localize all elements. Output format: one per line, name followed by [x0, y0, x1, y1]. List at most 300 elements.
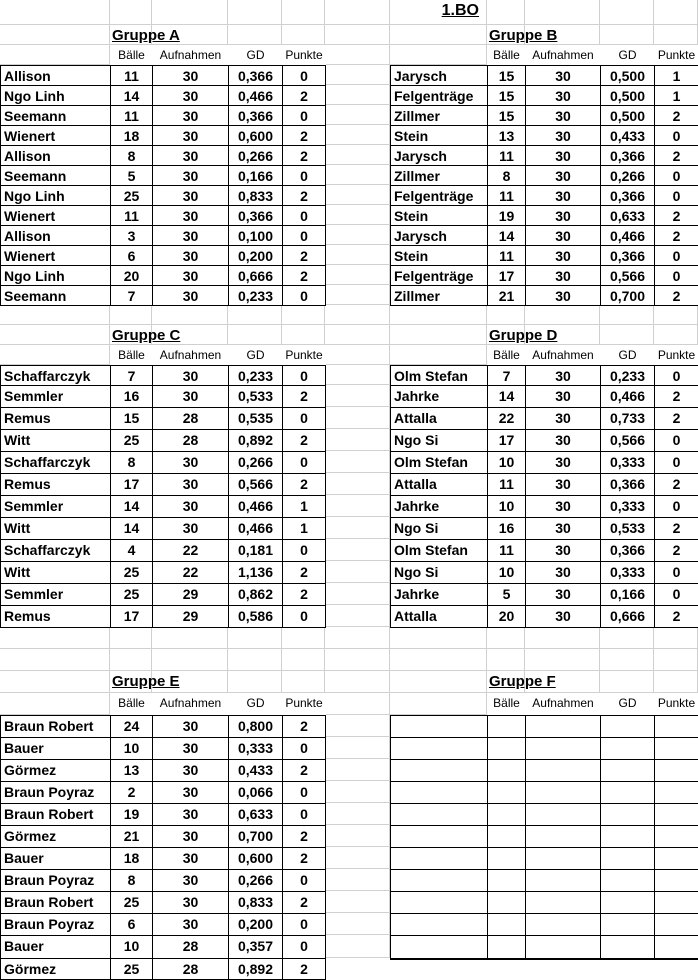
score-cell[interactable] — [487, 737, 526, 760]
score-cell[interactable]: 7 — [110, 285, 153, 306]
score-cell[interactable]: 30 — [152, 781, 229, 804]
player-name-cell[interactable]: Schaffarczyk — [0, 451, 111, 474]
player-name-cell[interactable]: Remus — [0, 605, 111, 628]
score-cell[interactable]: 0,700 — [228, 825, 283, 848]
score-cell[interactable]: 7 — [487, 365, 526, 386]
score-cell[interactable] — [654, 715, 698, 738]
grid-cell[interactable] — [390, 25, 487, 45]
grid-cell[interactable] — [152, 649, 228, 671]
player-name-cell[interactable]: Semmler — [0, 495, 111, 518]
gruppe-c-header-3[interactable]: GD — [228, 345, 283, 366]
grid-cell[interactable] — [282, 0, 325, 25]
player-name-cell[interactable] — [390, 737, 488, 760]
player-name-cell[interactable]: Allison — [0, 145, 111, 166]
score-cell[interactable]: 30 — [152, 825, 229, 848]
score-cell[interactable]: 10 — [487, 451, 526, 474]
score-cell[interactable]: 0 — [282, 737, 326, 760]
grid-cell[interactable] — [0, 25, 110, 45]
score-cell[interactable]: 0,892 — [228, 958, 283, 980]
score-cell[interactable]: 25 — [110, 891, 153, 914]
grid-cell[interactable] — [325, 25, 390, 45]
score-cell[interactable]: 6 — [110, 913, 153, 936]
score-cell[interactable]: 0,833 — [228, 185, 283, 206]
score-cell[interactable] — [525, 935, 601, 959]
player-name-cell[interactable]: Semmler — [0, 583, 111, 606]
score-cell[interactable]: 15 — [487, 85, 526, 106]
score-cell[interactable]: 5 — [110, 165, 153, 186]
score-cell[interactable]: 17 — [110, 605, 153, 628]
score-cell[interactable]: 8 — [110, 451, 153, 474]
score-cell[interactable]: 30 — [525, 165, 601, 186]
score-cell[interactable]: 0,266 — [228, 145, 283, 166]
score-cell[interactable]: 30 — [152, 285, 229, 306]
grid-cell[interactable] — [325, 693, 390, 715]
score-cell[interactable]: 2 — [654, 105, 698, 126]
grid-cell[interactable] — [325, 265, 390, 285]
score-cell[interactable] — [654, 935, 698, 959]
grid-cell[interactable] — [0, 693, 110, 715]
score-cell[interactable]: 2 — [282, 715, 326, 738]
grid-cell[interactable] — [110, 649, 152, 671]
score-cell[interactable]: 0,433 — [600, 125, 655, 146]
score-cell[interactable]: 0,333 — [600, 495, 655, 518]
player-name-cell[interactable]: Seemann — [0, 105, 111, 126]
score-cell[interactable]: 2 — [282, 265, 326, 286]
player-name-cell[interactable]: Seemann — [0, 285, 111, 306]
grid-cell[interactable] — [325, 85, 390, 105]
score-cell[interactable]: 10 — [110, 737, 153, 760]
score-cell[interactable]: 0,181 — [228, 539, 283, 562]
score-cell[interactable]: 2 — [654, 605, 698, 628]
score-cell[interactable]: 29 — [152, 583, 229, 606]
score-cell[interactable]: 25 — [110, 958, 153, 980]
gruppe-e-title[interactable]: Gruppe E — [112, 673, 180, 690]
score-cell[interactable]: 0,266 — [228, 451, 283, 474]
score-cell[interactable]: 0,433 — [228, 759, 283, 782]
score-cell[interactable]: 10 — [487, 495, 526, 518]
score-cell[interactable]: 0 — [282, 869, 326, 892]
player-name-cell[interactable]: Bauer — [0, 935, 111, 959]
grid-cell[interactable] — [325, 517, 390, 539]
score-cell[interactable]: 15 — [487, 65, 526, 86]
score-cell[interactable]: 0 — [282, 803, 326, 826]
score-cell[interactable]: 0,466 — [600, 385, 655, 408]
grid-cell[interactable] — [487, 305, 525, 325]
grid-cell[interactable] — [325, 781, 390, 803]
grid-cell[interactable] — [325, 345, 390, 365]
gruppe-d-title[interactable]: Gruppe D — [489, 327, 558, 344]
score-cell[interactable] — [600, 958, 655, 960]
grid-cell[interactable] — [325, 429, 390, 451]
score-cell[interactable] — [600, 715, 655, 738]
grid-cell[interactable] — [654, 305, 698, 325]
score-cell[interactable]: 28 — [152, 429, 229, 452]
player-name-cell[interactable] — [390, 781, 488, 804]
player-name-cell[interactable]: Attalla — [390, 473, 488, 496]
grid-cell[interactable] — [390, 305, 487, 325]
score-cell[interactable]: 21 — [487, 285, 526, 306]
score-cell[interactable]: 0 — [282, 65, 326, 86]
score-cell[interactable]: 2 — [282, 85, 326, 106]
grid-cell[interactable] — [325, 385, 390, 407]
gruppe-b-title[interactable]: Gruppe B — [489, 27, 558, 44]
score-cell[interactable] — [487, 759, 526, 782]
score-cell[interactable]: 0,466 — [600, 225, 655, 246]
gruppe-f-header-3[interactable]: GD — [600, 693, 655, 716]
score-cell[interactable]: 2 — [654, 205, 698, 226]
player-name-cell[interactable]: Ngo Linh — [0, 185, 111, 206]
score-cell[interactable]: 2 — [654, 539, 698, 562]
grid-cell[interactable] — [228, 25, 282, 45]
score-cell[interactable] — [487, 935, 526, 959]
score-cell[interactable]: 2 — [282, 847, 326, 870]
score-cell[interactable]: 1 — [282, 517, 326, 540]
score-cell[interactable]: 0,466 — [228, 85, 283, 106]
score-cell[interactable]: 30 — [152, 205, 229, 226]
player-name-cell[interactable]: Stein — [390, 245, 488, 266]
grid-cell[interactable] — [325, 305, 390, 325]
score-cell[interactable]: 2 — [282, 429, 326, 452]
score-cell[interactable]: 0 — [654, 561, 698, 584]
grid-cell[interactable] — [282, 325, 325, 345]
gruppe-a-header-4[interactable]: Punkte — [282, 45, 326, 66]
player-name-cell[interactable]: Olm Stefan — [390, 365, 488, 386]
player-name-cell[interactable]: Witt — [0, 429, 111, 452]
grid-cell[interactable] — [525, 649, 600, 671]
player-name-cell[interactable]: Braun Poyraz — [0, 913, 111, 936]
score-cell[interactable]: 0,233 — [228, 285, 283, 306]
score-cell[interactable]: 14 — [110, 85, 153, 106]
grid-cell[interactable] — [325, 561, 390, 583]
grid-cell[interactable] — [325, 649, 390, 671]
score-cell[interactable]: 0,333 — [600, 451, 655, 474]
score-cell[interactable]: 2 — [282, 583, 326, 606]
score-cell[interactable]: 2 — [654, 285, 698, 306]
player-name-cell[interactable]: Braun Robert — [0, 715, 111, 738]
gruppe-e-header-3[interactable]: GD — [228, 693, 283, 716]
grid-cell[interactable] — [325, 495, 390, 517]
player-name-cell[interactable]: Stein — [390, 205, 488, 226]
player-name-cell[interactable]: Ngo Linh — [0, 265, 111, 286]
score-cell[interactable]: 11 — [487, 473, 526, 496]
player-name-cell[interactable]: Wienert — [0, 205, 111, 226]
grid-cell[interactable] — [600, 627, 654, 649]
player-name-cell[interactable] — [390, 715, 488, 738]
player-name-cell[interactable] — [390, 847, 488, 870]
grid-cell[interactable] — [325, 105, 390, 125]
score-cell[interactable]: 30 — [525, 205, 601, 226]
player-name-cell[interactable]: Attalla — [390, 605, 488, 628]
score-cell[interactable] — [654, 891, 698, 914]
score-cell[interactable]: 30 — [152, 847, 229, 870]
player-name-cell[interactable]: Jahrke — [390, 385, 488, 408]
score-cell[interactable]: 0 — [282, 935, 326, 959]
player-name-cell[interactable]: Stein — [390, 125, 488, 146]
score-cell[interactable]: 0 — [282, 407, 326, 430]
player-name-cell[interactable]: Seemann — [0, 165, 111, 186]
score-cell[interactable] — [487, 913, 526, 936]
gruppe-a-header-3[interactable]: GD — [228, 45, 283, 66]
player-name-cell[interactable]: Wienert — [0, 125, 111, 146]
grid-cell[interactable] — [654, 671, 698, 693]
grid-cell[interactable] — [390, 671, 487, 693]
score-cell[interactable] — [654, 847, 698, 870]
gruppe-f-header-1[interactable]: Bälle — [487, 693, 526, 716]
score-cell[interactable]: 0 — [654, 495, 698, 518]
score-cell[interactable]: 0 — [282, 781, 326, 804]
score-cell[interactable] — [600, 847, 655, 870]
score-cell[interactable]: 25 — [110, 185, 153, 206]
grid-cell[interactable] — [282, 25, 325, 45]
score-cell[interactable]: 18 — [110, 847, 153, 870]
grid-cell[interactable] — [600, 649, 654, 671]
gruppe-b-header-2[interactable]: Aufnahmen — [525, 45, 601, 66]
score-cell[interactable]: 4 — [110, 539, 153, 562]
grid-cell[interactable] — [325, 737, 390, 759]
score-cell[interactable]: 3 — [110, 225, 153, 246]
score-cell[interactable]: 8 — [110, 869, 153, 892]
score-cell[interactable]: 0,633 — [228, 803, 283, 826]
score-cell[interactable] — [654, 759, 698, 782]
score-cell[interactable]: 30 — [152, 451, 229, 474]
score-cell[interactable]: 25 — [110, 583, 153, 606]
score-cell[interactable] — [600, 913, 655, 936]
score-cell[interactable]: 0 — [282, 225, 326, 246]
score-cell[interactable]: 0 — [654, 583, 698, 606]
player-name-cell[interactable]: Attalla — [390, 407, 488, 430]
player-name-cell[interactable]: Ngo Si — [390, 561, 488, 584]
score-cell[interactable]: 30 — [152, 803, 229, 826]
score-cell[interactable] — [654, 781, 698, 804]
score-cell[interactable]: 0 — [282, 105, 326, 126]
grid-cell[interactable] — [0, 345, 110, 365]
score-cell[interactable] — [487, 958, 526, 960]
player-name-cell[interactable]: Olm Stefan — [390, 539, 488, 562]
grid-cell[interactable] — [600, 325, 654, 345]
grid-cell[interactable] — [110, 0, 152, 25]
grid-cell[interactable] — [325, 407, 390, 429]
grid-cell[interactable] — [152, 0, 228, 25]
score-cell[interactable] — [654, 869, 698, 892]
player-name-cell[interactable]: Witt — [0, 561, 111, 584]
score-cell[interactable]: 0 — [282, 205, 326, 226]
score-cell[interactable] — [525, 913, 601, 936]
score-cell[interactable] — [525, 715, 601, 738]
score-cell[interactable]: 2 — [282, 473, 326, 496]
score-cell[interactable]: 30 — [525, 561, 601, 584]
player-name-cell[interactable]: Braun Robert — [0, 803, 111, 826]
grid-cell[interactable] — [110, 627, 152, 649]
score-cell[interactable]: 0,333 — [228, 737, 283, 760]
score-cell[interactable]: 2 — [282, 125, 326, 146]
score-cell[interactable]: 11 — [110, 205, 153, 226]
score-cell[interactable]: 5 — [487, 583, 526, 606]
score-cell[interactable]: 0,800 — [228, 715, 283, 738]
score-cell[interactable]: 0,366 — [600, 145, 655, 166]
gruppe-c-header-2[interactable]: Aufnahmen — [152, 345, 229, 366]
score-cell[interactable]: 0 — [654, 365, 698, 386]
player-name-cell[interactable]: Görmez — [0, 958, 111, 980]
player-name-cell[interactable] — [390, 825, 488, 848]
score-cell[interactable]: 0,166 — [600, 583, 655, 606]
score-cell[interactable] — [487, 869, 526, 892]
score-cell[interactable] — [600, 891, 655, 914]
score-cell[interactable] — [654, 913, 698, 936]
score-cell[interactable]: 11 — [487, 145, 526, 166]
player-name-cell[interactable]: Zillmer — [390, 165, 488, 186]
score-cell[interactable]: 0 — [282, 285, 326, 306]
score-cell[interactable]: 30 — [525, 451, 601, 474]
score-cell[interactable]: 22 — [152, 561, 229, 584]
score-cell[interactable]: 10 — [110, 935, 153, 959]
grid-cell[interactable] — [228, 671, 282, 693]
grid-cell[interactable] — [282, 671, 325, 693]
grid-cell[interactable] — [152, 305, 228, 325]
score-cell[interactable]: 14 — [110, 517, 153, 540]
player-name-cell[interactable]: Jarysch — [390, 225, 488, 246]
score-cell[interactable]: 29 — [152, 605, 229, 628]
player-name-cell[interactable] — [390, 935, 488, 959]
score-cell[interactable]: 30 — [525, 185, 601, 206]
score-cell[interactable] — [600, 781, 655, 804]
grid-cell[interactable] — [228, 305, 282, 325]
grid-cell[interactable] — [0, 325, 110, 345]
score-cell[interactable]: 0,266 — [228, 869, 283, 892]
score-cell[interactable]: 0 — [282, 451, 326, 474]
score-cell[interactable]: 2 — [282, 185, 326, 206]
grid-cell[interactable] — [325, 165, 390, 185]
score-cell[interactable]: 2 — [654, 517, 698, 540]
score-cell[interactable] — [525, 958, 601, 960]
score-cell[interactable]: 0 — [282, 365, 326, 386]
score-cell[interactable]: 2 — [282, 759, 326, 782]
grid-cell[interactable] — [0, 671, 110, 693]
score-cell[interactable]: 30 — [152, 265, 229, 286]
score-cell[interactable] — [600, 737, 655, 760]
grid-cell[interactable] — [325, 65, 390, 85]
player-name-cell[interactable]: Zillmer — [390, 285, 488, 306]
score-cell[interactable]: 14 — [487, 225, 526, 246]
score-cell[interactable] — [487, 715, 526, 738]
score-cell[interactable]: 30 — [152, 65, 229, 86]
score-cell[interactable]: 11 — [110, 65, 153, 86]
player-name-cell[interactable]: Ngo Linh — [0, 85, 111, 106]
score-cell[interactable]: 30 — [152, 891, 229, 914]
score-cell[interactable]: 28 — [152, 935, 229, 959]
score-cell[interactable]: 30 — [525, 225, 601, 246]
score-cell[interactable]: 30 — [525, 407, 601, 430]
grid-cell[interactable] — [487, 0, 525, 25]
score-cell[interactable]: 0,200 — [228, 913, 283, 936]
grid-cell[interactable] — [228, 627, 282, 649]
sheet-title[interactable]: 1.BO — [441, 2, 479, 19]
gruppe-c-header-4[interactable]: Punkte — [282, 345, 326, 366]
player-name-cell[interactable]: Görmez — [0, 759, 111, 782]
score-cell[interactable]: 2 — [654, 407, 698, 430]
score-cell[interactable]: 30 — [152, 385, 229, 408]
score-cell[interactable]: 28 — [152, 958, 229, 980]
score-cell[interactable] — [600, 759, 655, 782]
score-cell[interactable]: 30 — [525, 429, 601, 452]
grid-cell[interactable] — [487, 627, 525, 649]
score-cell[interactable]: 30 — [152, 185, 229, 206]
score-cell[interactable]: 0 — [654, 245, 698, 266]
player-name-cell[interactable]: Semmler — [0, 385, 111, 408]
score-cell[interactable]: 30 — [525, 517, 601, 540]
grid-cell[interactable] — [325, 605, 390, 627]
score-cell[interactable]: 30 — [152, 125, 229, 146]
score-cell[interactable]: 30 — [152, 495, 229, 518]
score-cell[interactable]: 0,586 — [228, 605, 283, 628]
score-cell[interactable]: 0,833 — [228, 891, 283, 914]
score-cell[interactable] — [525, 825, 601, 848]
score-cell[interactable] — [487, 803, 526, 826]
score-cell[interactable]: 0 — [282, 605, 326, 628]
score-cell[interactable]: 30 — [525, 539, 601, 562]
player-name-cell[interactable] — [390, 913, 488, 936]
score-cell[interactable]: 1 — [654, 85, 698, 106]
score-cell[interactable]: 30 — [525, 365, 601, 386]
gruppe-f-header-4[interactable]: Punkte — [654, 693, 698, 716]
score-cell[interactable]: 0,892 — [228, 429, 283, 452]
score-cell[interactable]: 2 — [282, 825, 326, 848]
score-cell[interactable]: 30 — [525, 473, 601, 496]
score-cell[interactable]: 0,333 — [600, 561, 655, 584]
score-cell[interactable]: 30 — [152, 869, 229, 892]
grid-cell[interactable] — [654, 25, 698, 45]
score-cell[interactable] — [525, 737, 601, 760]
grid-cell[interactable] — [390, 649, 487, 671]
score-cell[interactable]: 8 — [110, 145, 153, 166]
player-name-cell[interactable]: Felgenträge — [390, 185, 488, 206]
grid-cell[interactable] — [228, 649, 282, 671]
score-cell[interactable]: 30 — [152, 365, 229, 386]
player-name-cell[interactable]: Jarysch — [390, 65, 488, 86]
score-cell[interactable]: 16 — [110, 385, 153, 408]
grid-cell[interactable] — [325, 45, 390, 65]
gruppe-b-header-1[interactable]: Bälle — [487, 45, 526, 66]
player-name-cell[interactable]: Zillmer — [390, 105, 488, 126]
score-cell[interactable] — [525, 759, 601, 782]
score-cell[interactable]: 0,862 — [228, 583, 283, 606]
score-cell[interactable]: 11 — [487, 245, 526, 266]
score-cell[interactable]: 0,533 — [600, 517, 655, 540]
score-cell[interactable]: 0,233 — [600, 365, 655, 386]
player-name-cell[interactable]: Braun Poyraz — [0, 781, 111, 804]
score-cell[interactable]: 1,136 — [228, 561, 283, 584]
grid-cell[interactable] — [654, 649, 698, 671]
grid-cell[interactable] — [325, 225, 390, 245]
grid-cell[interactable] — [325, 365, 390, 385]
score-cell[interactable]: 13 — [110, 759, 153, 782]
score-cell[interactable]: 25 — [110, 429, 153, 452]
player-name-cell[interactable]: Braun Poyraz — [0, 869, 111, 892]
player-name-cell[interactable]: Remus — [0, 473, 111, 496]
score-cell[interactable]: 17 — [487, 265, 526, 286]
score-cell[interactable]: 30 — [152, 145, 229, 166]
grid-cell[interactable] — [325, 891, 390, 913]
grid-cell[interactable] — [525, 305, 600, 325]
score-cell[interactable]: 0 — [654, 185, 698, 206]
grid-cell[interactable] — [325, 285, 390, 305]
score-cell[interactable]: 0 — [282, 913, 326, 936]
player-name-cell[interactable] — [390, 803, 488, 826]
player-name-cell[interactable]: Felgenträge — [390, 85, 488, 106]
grid-cell[interactable] — [0, 0, 110, 25]
grid-cell[interactable] — [325, 145, 390, 165]
score-cell[interactable]: 30 — [152, 759, 229, 782]
score-cell[interactable]: 30 — [152, 913, 229, 936]
